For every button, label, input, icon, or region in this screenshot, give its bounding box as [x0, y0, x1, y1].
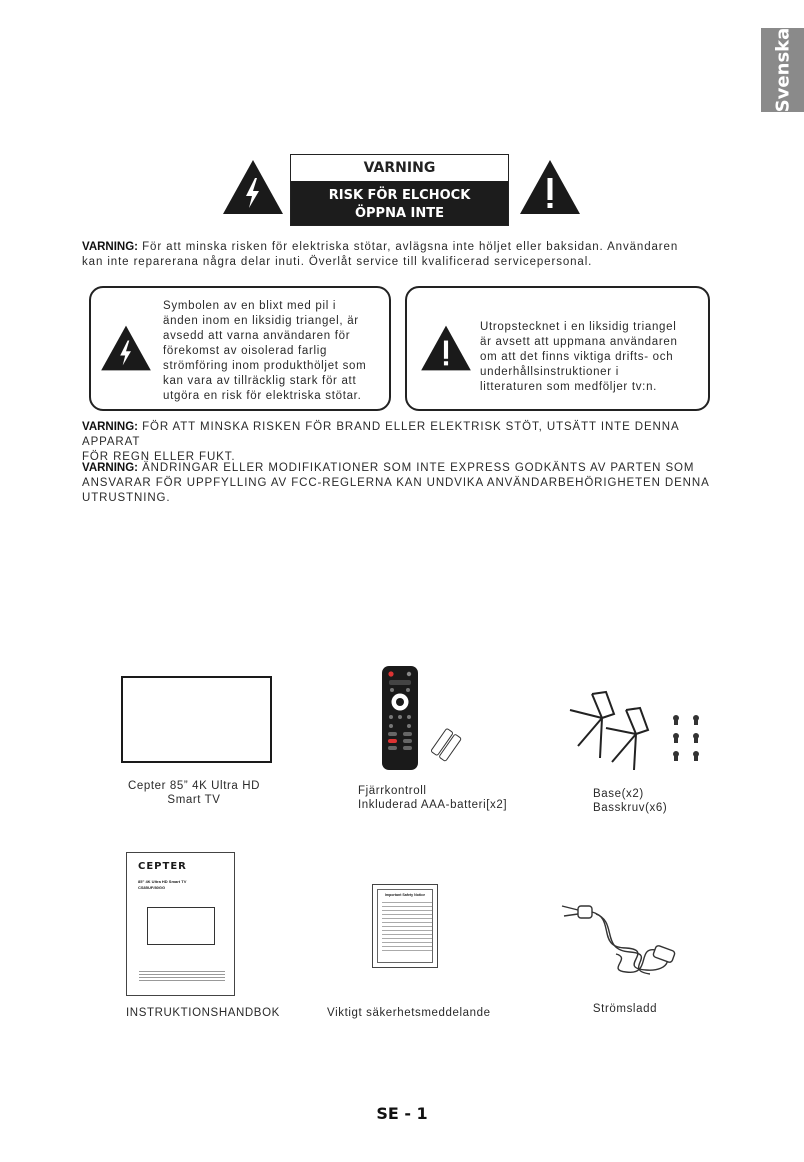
lightning-info-line: utgöra en risk för elektriska stötar.: [163, 390, 362, 402]
remote-caption: [358, 784, 538, 812]
warning-3-line1: ÄNDRINGAR ELLER MODIFIKATIONER SOM INTE EXPRESS GODKÄNTS AV PARTEN SOM: [138, 462, 695, 474]
remote-control-illustration: [380, 664, 480, 772]
tv-illustration: [121, 676, 272, 763]
cord-caption: Strömsladd: [592, 1003, 658, 1015]
exclamation-info-box: [405, 286, 710, 411]
lightning-info-line: kan vara av tillräcklig stark för att: [163, 375, 357, 387]
warning-1-line1: För att minska risken för elektriska stötar, avlägsna inte höljet eller baksidan. Användaren: [138, 241, 679, 253]
warning-3-line3: UTRUSTNING.: [82, 492, 171, 504]
warning-1-label: VARNING:: [82, 241, 139, 253]
warning-3-label: VARNING:: [82, 462, 139, 474]
warning-3-line2: ANSVARAR FÖR UPPFYLLING AV FCC-REGLERNA KAN UNDVIKA ANVÄNDARBEHÖRIGHETEN DENNA: [82, 477, 710, 489]
lightning-info-line: Symbolen av en blixt med pil i: [163, 300, 337, 312]
lightning-info-line: änden inom en liksidig triangel, är: [163, 315, 359, 327]
lightning-triangle-icon: [221, 158, 285, 216]
lightning-info-box: [89, 286, 391, 411]
tv-caption: [112, 779, 276, 807]
manual-cover-line1: 85" 4K Ultra HD Smart TV: [138, 879, 187, 884]
lightning-info-line: avsedd att varna användaren för: [163, 330, 351, 342]
base-stand-illustration: [562, 688, 710, 772]
exclamation-info-line: är avsett att uppmana användaren: [480, 336, 678, 348]
exclamation-info-text: [480, 320, 678, 395]
safety-notice-illustration: [372, 884, 438, 968]
exclamation-info-line: om att det finns viktiga drifts- och: [480, 351, 674, 363]
exclamation-info-line: Utropstecknet i en liksidig triangel: [480, 321, 677, 333]
notice-caption: Viktigt säkerhetsmeddelande: [327, 1007, 491, 1019]
language-tab: [761, 28, 804, 112]
warning-1-line2: kan inte reparerana några delar inuti. Överlåt service till kvalificerad servicepersonal.: [82, 256, 593, 268]
safety-notice-title: Important Safety Notice: [384, 893, 426, 897]
lightning-info-line: strömföring inom produkthöljet som: [163, 360, 367, 372]
manual-illustration: [126, 852, 235, 996]
language-tab-label: Svenska: [772, 27, 793, 113]
manual-logo: CEPTER: [138, 861, 187, 872]
page-number: SE - 1: [376, 1104, 428, 1123]
base-caption-line2: Basskruv(x6): [593, 802, 668, 814]
tv-caption-line1: Cepter 85” 4K Ultra HD: [127, 780, 261, 792]
lightning-info-line: förekomst av oisolerad farlig: [163, 345, 328, 357]
safety-notice-page: [377, 889, 433, 963]
remote-caption-line1: Fjärrkontroll: [358, 785, 427, 797]
tv-caption-line2: Smart TV: [167, 794, 221, 806]
warning-label-body: [291, 181, 508, 225]
lightning-info-text: [163, 299, 366, 404]
warning-paragraph-2: [82, 420, 722, 465]
warning-label-box: [290, 154, 509, 226]
power-cord-illustration: [556, 888, 686, 984]
manual-fine-print: [139, 971, 225, 981]
exclamation-info-line: underhållsinstruktioner i: [480, 366, 619, 378]
manual-tv-drawing: [147, 907, 215, 945]
warning-paragraph-3: [82, 461, 722, 506]
warning-paragraph-1: [82, 240, 722, 270]
exclamation-info-line: litteraturen som medföljer tv:n.: [480, 381, 658, 393]
warning-2-line2: FÖR REGN ELLER FUKT.: [82, 451, 236, 463]
base-caption: [593, 787, 713, 815]
exclamation-triangle-icon: [518, 158, 582, 216]
warning-2-line1: FÖR ATT MINSKA RISKEN FÖR BRAND ELLER ELEKTRISK STÖT, UTSÄTT INTE DENNA APPARAT: [82, 421, 679, 448]
base-caption-line1: Base(x2): [593, 788, 644, 800]
manual-cover-line2: CS85UF/80GG: [138, 885, 166, 890]
warning-label-line1: RISK FÖR ELCHOCK: [328, 188, 471, 203]
warning-label-title: VARNING: [363, 160, 436, 176]
lightning-triangle-icon: [99, 324, 153, 372]
warning-2-label: VARNING:: [82, 421, 139, 433]
remote-caption-line2: Inkluderad AAA-batteri[x2]: [358, 799, 508, 811]
safety-notice-text-lines: [382, 902, 432, 954]
warning-label-line2: ÖPPNA INTE: [354, 206, 445, 221]
manual-caption: INSTRUKTIONSHANDBOK: [126, 1007, 280, 1019]
exclamation-triangle-icon: [419, 324, 473, 372]
